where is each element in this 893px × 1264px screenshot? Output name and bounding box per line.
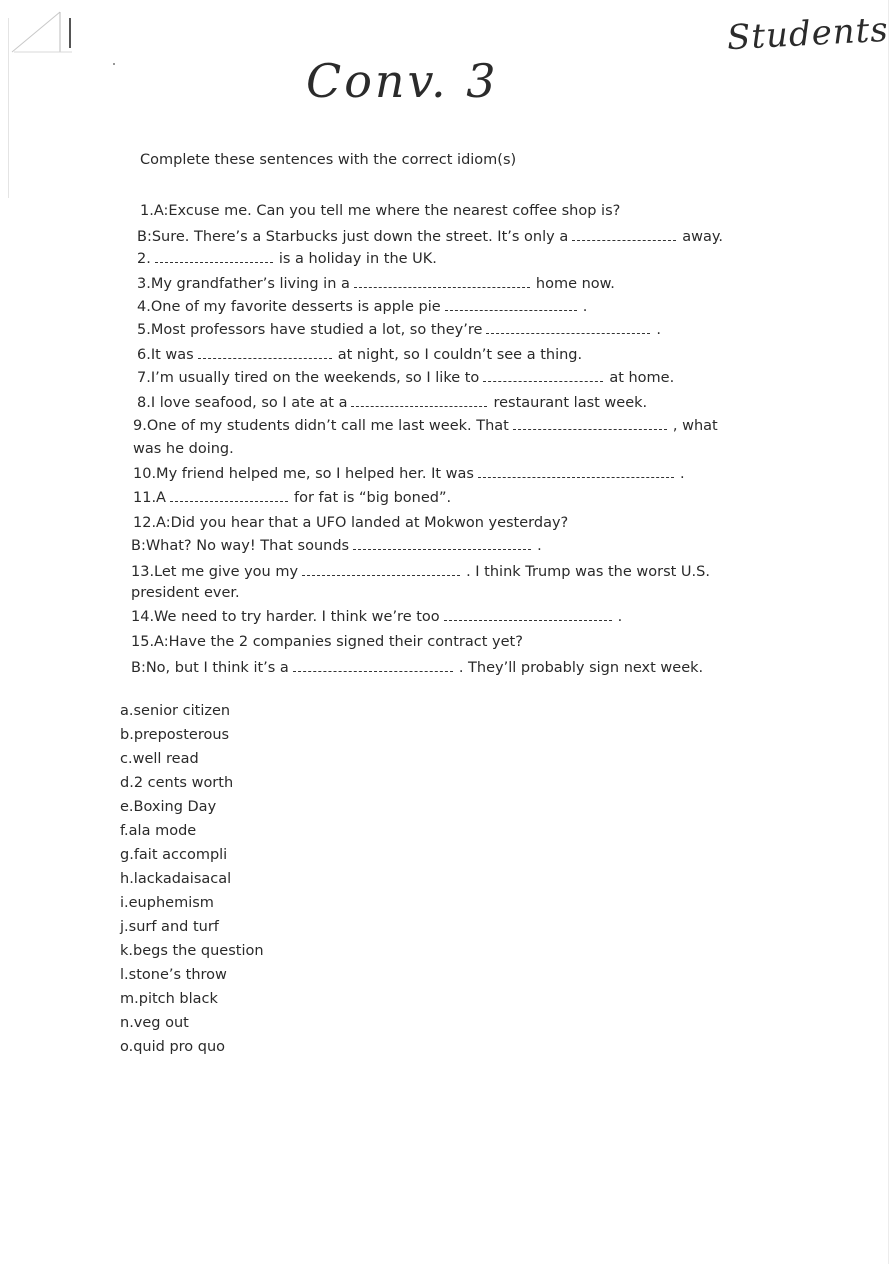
question-line bbox=[137, 249, 437, 269]
question-text: 10.My friend helped me, so I helped her. It was bbox=[133, 466, 474, 482]
question-line bbox=[133, 513, 568, 533]
answer-blank[interactable] bbox=[302, 574, 460, 576]
choice-item: d.2 cents worth bbox=[120, 775, 234, 791]
question-line bbox=[137, 274, 615, 294]
question-text: . bbox=[656, 322, 661, 338]
question-line bbox=[137, 227, 723, 247]
choice-item: j.surf and turf bbox=[120, 919, 219, 935]
question-text: 11.A bbox=[133, 490, 166, 506]
question-text: . I think Trump was the worst U.S. bbox=[466, 564, 710, 580]
answer-blank[interactable] bbox=[198, 357, 332, 359]
question-text: . bbox=[582, 299, 588, 315]
question-line bbox=[133, 416, 718, 436]
question-text: home now. bbox=[535, 276, 615, 292]
choice-item: o.quid pro quo bbox=[120, 1039, 226, 1055]
question-text: 3.My grandfather’s living in a bbox=[137, 276, 350, 292]
handwritten-corner-label: Students bbox=[726, 9, 890, 59]
answer-blank[interactable] bbox=[478, 476, 674, 478]
scan-corner-mark bbox=[10, 8, 80, 56]
question-text: . bbox=[617, 609, 623, 625]
question-text: 13.Let me give you my bbox=[131, 564, 299, 580]
answer-blank[interactable] bbox=[155, 261, 273, 263]
choice-item: f.ala mode bbox=[120, 823, 197, 839]
instructions: Complete these sentences with the correct idiom(s) bbox=[140, 152, 517, 168]
question-text: 14.We need to try harder. I think we’re too bbox=[131, 609, 440, 625]
question-text: B:No, but I think it’s a bbox=[131, 660, 289, 676]
question-text: 8.I love seafood, so I ate at a bbox=[137, 395, 348, 411]
answer-blank[interactable] bbox=[170, 500, 288, 502]
question-line bbox=[131, 562, 710, 582]
question-line bbox=[137, 345, 582, 365]
question-text: at home. bbox=[609, 370, 675, 386]
answer-blank[interactable] bbox=[351, 405, 487, 407]
question-text: 5.Most professors have studied a lot, so they’re bbox=[137, 322, 483, 338]
handwritten-title: Conv. 3 bbox=[306, 54, 499, 108]
answer-blank[interactable] bbox=[513, 428, 667, 430]
question-text: 15.A:Have the 2 companies signed their contract yet? bbox=[131, 634, 523, 650]
question-text: B:What? No way! That sounds bbox=[131, 538, 350, 554]
question-line bbox=[133, 488, 451, 508]
choice-item: g.fait accompli bbox=[120, 847, 228, 863]
scan-edge-left bbox=[8, 18, 9, 198]
question-text: B:Sure. There’s a Starbucks just down the street. It’s only a bbox=[137, 229, 569, 245]
question-text: is a holiday in the UK. bbox=[278, 251, 437, 267]
question-line bbox=[137, 393, 647, 413]
choice-item: c.well read bbox=[120, 751, 199, 767]
choice-item: l.stone’s throw bbox=[120, 967, 227, 983]
choice-item: i.euphemism bbox=[120, 895, 214, 911]
choice-item: b.preposterous bbox=[120, 727, 230, 743]
question-text: restaurant last week. bbox=[493, 395, 648, 411]
question-text: was he doing. bbox=[133, 441, 234, 457]
question-text: for fat is “big boned”. bbox=[293, 490, 452, 506]
answer-blank[interactable] bbox=[445, 309, 577, 311]
answer-blank[interactable] bbox=[293, 670, 453, 672]
question-text: . bbox=[679, 466, 685, 482]
question-line bbox=[131, 658, 703, 678]
question-text: 4.One of my favorite desserts is apple pie bbox=[137, 299, 441, 315]
answer-blank[interactable] bbox=[444, 619, 612, 621]
question-line bbox=[131, 536, 542, 556]
question-text: 1.A:Excuse me. Can you tell me where the nearest coffee shop is? bbox=[140, 203, 621, 219]
question-text: 9.One of my students didn’t call me last week. That bbox=[133, 418, 509, 434]
question-text: 7.I’m usually tired on the weekends, so I like to bbox=[137, 370, 480, 386]
answer-blank[interactable] bbox=[354, 286, 530, 288]
question-line bbox=[137, 297, 587, 317]
answer-blank[interactable] bbox=[483, 380, 603, 382]
choice-item: e.Boxing Day bbox=[120, 799, 217, 815]
choice-item: m.pitch black bbox=[120, 991, 218, 1007]
question-line bbox=[133, 464, 685, 484]
question-line bbox=[131, 583, 240, 603]
scan-edge-right bbox=[888, 0, 889, 1264]
answer-blank[interactable] bbox=[486, 332, 650, 334]
question-text: away. bbox=[682, 229, 723, 245]
question-text: . They’ll probably sign next week. bbox=[458, 660, 704, 676]
question-line bbox=[131, 632, 523, 652]
question-line bbox=[137, 320, 661, 340]
answer-blank[interactable] bbox=[353, 548, 531, 550]
question-text: president ever. bbox=[131, 585, 240, 601]
question-line bbox=[137, 368, 674, 388]
question-text: . bbox=[537, 538, 542, 554]
question-line bbox=[140, 201, 620, 221]
answer-blank[interactable] bbox=[572, 239, 676, 241]
choice-item: k.begs the question bbox=[120, 943, 264, 959]
question-text: 12.A:Did you hear that a UFO landed at Mokwon yesterday? bbox=[133, 515, 569, 531]
question-text: at night, so I couldn’t see a thing. bbox=[337, 347, 583, 363]
scan-speck bbox=[113, 63, 115, 65]
question-line bbox=[131, 607, 622, 627]
question-text: 2. bbox=[137, 251, 151, 267]
question-line bbox=[133, 439, 234, 459]
choice-item: h.lackadaisacal bbox=[120, 871, 232, 887]
question-text: , what bbox=[672, 418, 718, 434]
choice-item: a.senior citizen bbox=[120, 703, 231, 719]
choice-item: n.veg out bbox=[120, 1015, 189, 1031]
question-text: 6.It was bbox=[137, 347, 194, 363]
